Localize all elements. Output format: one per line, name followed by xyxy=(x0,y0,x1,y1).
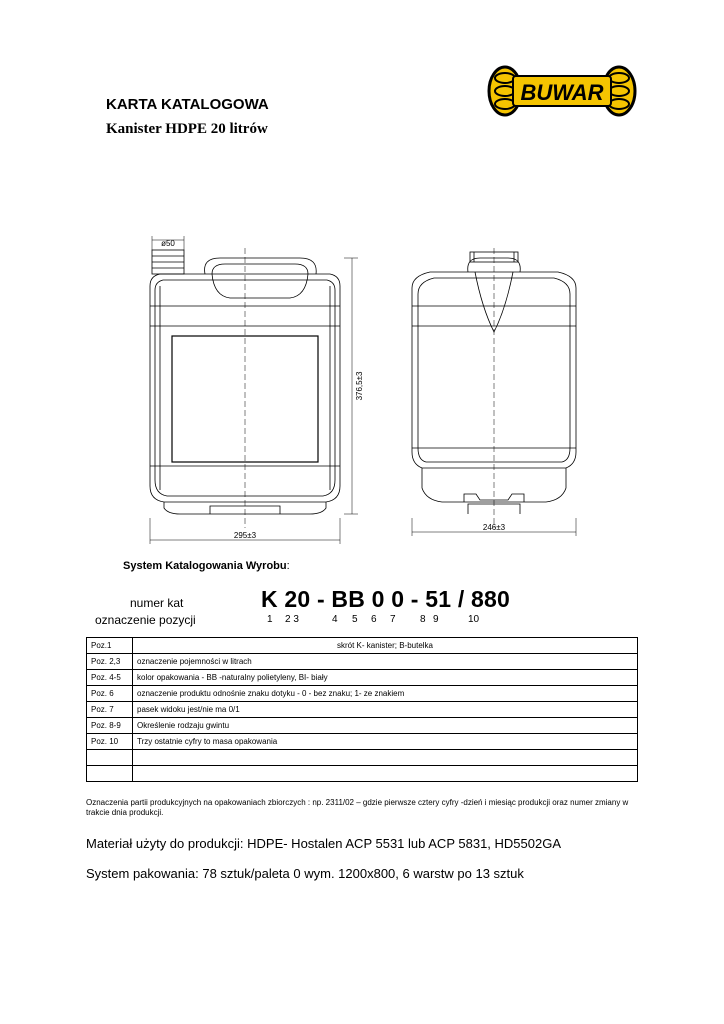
numer-kat-label: numer kat xyxy=(130,596,184,610)
catalog-system-heading xyxy=(123,560,290,572)
table-cell-description: Określenie rodzaju gwintu xyxy=(133,718,638,734)
position-description-table xyxy=(86,637,638,782)
table-cell-description: kolor opakowania - BB -naturalny polietyleny, BI- biały xyxy=(133,670,638,686)
position-number: 2 3 xyxy=(285,614,299,625)
table-row xyxy=(87,718,638,734)
document-subtitle: Kanister HDPE 20 litrów xyxy=(106,121,268,137)
table-row xyxy=(87,686,638,702)
position-number: 8 xyxy=(420,614,426,625)
logo-text: BUWAR xyxy=(520,80,604,105)
position-number: 4 xyxy=(332,614,338,625)
dimension-height: 376,5±3 xyxy=(355,371,364,401)
table-cell-position xyxy=(87,750,133,766)
table-cell-description: oznaczenie pojemności w litrach xyxy=(133,654,638,670)
table-cell-position: Poz. 7 xyxy=(87,702,133,718)
table-row xyxy=(87,734,638,750)
position-number: 7 xyxy=(390,614,396,625)
catalog-system-label: System Katalogowania Wyrobu xyxy=(123,560,287,572)
table-cell-description: pasek widoku jest/nie ma 0/1 xyxy=(133,702,638,718)
table-row xyxy=(87,702,638,718)
table-row xyxy=(87,654,638,670)
table-row xyxy=(87,670,638,686)
oznaczenie-pozycji-label: oznaczenie pozycji xyxy=(95,613,196,627)
packing-info: System pakowania: 78 sztuk/paleta 0 wym. 1200x800, 6 warstw po 13 sztuk xyxy=(86,866,524,881)
position-number: 9 xyxy=(433,614,439,625)
document-title: KARTA KATALOGOWA xyxy=(106,96,269,113)
table-row xyxy=(87,766,638,782)
canister-technical-drawing xyxy=(130,228,600,553)
table-cell-position: Poz. 10 xyxy=(87,734,133,750)
catalog-system-colon: : xyxy=(286,560,290,572)
position-number: 6 xyxy=(371,614,377,625)
table-cell-position: Poz. 4-5 xyxy=(87,670,133,686)
front-view xyxy=(150,248,340,528)
batch-marking-note: Oznaczenia partii produkcyjnych na opakowaniach zbiorczych : np. 2311/02 – gdzie pierwsze cztery cyfry -dzień i miesiąc produkcji oraz numer zmiany w trakcie dnia produkcji. xyxy=(86,798,629,817)
table-cell-position: Poz. 6 xyxy=(87,686,133,702)
position-number: 10 xyxy=(468,614,480,625)
side-view xyxy=(412,248,576,528)
material-info: Materiał użyty do produkcji: HDPE- Hostalen ACP 5531 lub ACP 5831, HD5502GA xyxy=(86,836,561,851)
table-cell-description: oznaczenie produktu odnośnie znaku dotyku - 0 - bez znaku; 1- ze znakiem xyxy=(133,686,638,702)
table-cell-position: Poz. 2,3 xyxy=(87,654,133,670)
dimension-diameter: ø50 xyxy=(161,239,175,248)
buwar-logo xyxy=(487,64,637,123)
position-number: 5 xyxy=(352,614,358,625)
dimension-width-side: 246±3 xyxy=(482,523,506,532)
table-cell-description: skrót K- kanister; B-butelka xyxy=(133,638,638,654)
table-row xyxy=(87,638,638,654)
table-cell-position: Poz. 8-9 xyxy=(87,718,133,734)
table-cell-description xyxy=(133,750,638,766)
catalog-code: K 20 - BB 0 0 - 51 / 880 xyxy=(261,586,510,612)
table-row xyxy=(87,750,638,766)
table-cell-description: Trzy ostatnie cyfry to masa opakowania xyxy=(133,734,638,750)
dimension-width-front: 295±3 xyxy=(233,531,257,540)
position-number: 1 xyxy=(267,614,273,625)
table-cell-description xyxy=(133,766,638,782)
table-cell-position xyxy=(87,766,133,782)
table-cell-position: Poz.1 xyxy=(87,638,133,654)
